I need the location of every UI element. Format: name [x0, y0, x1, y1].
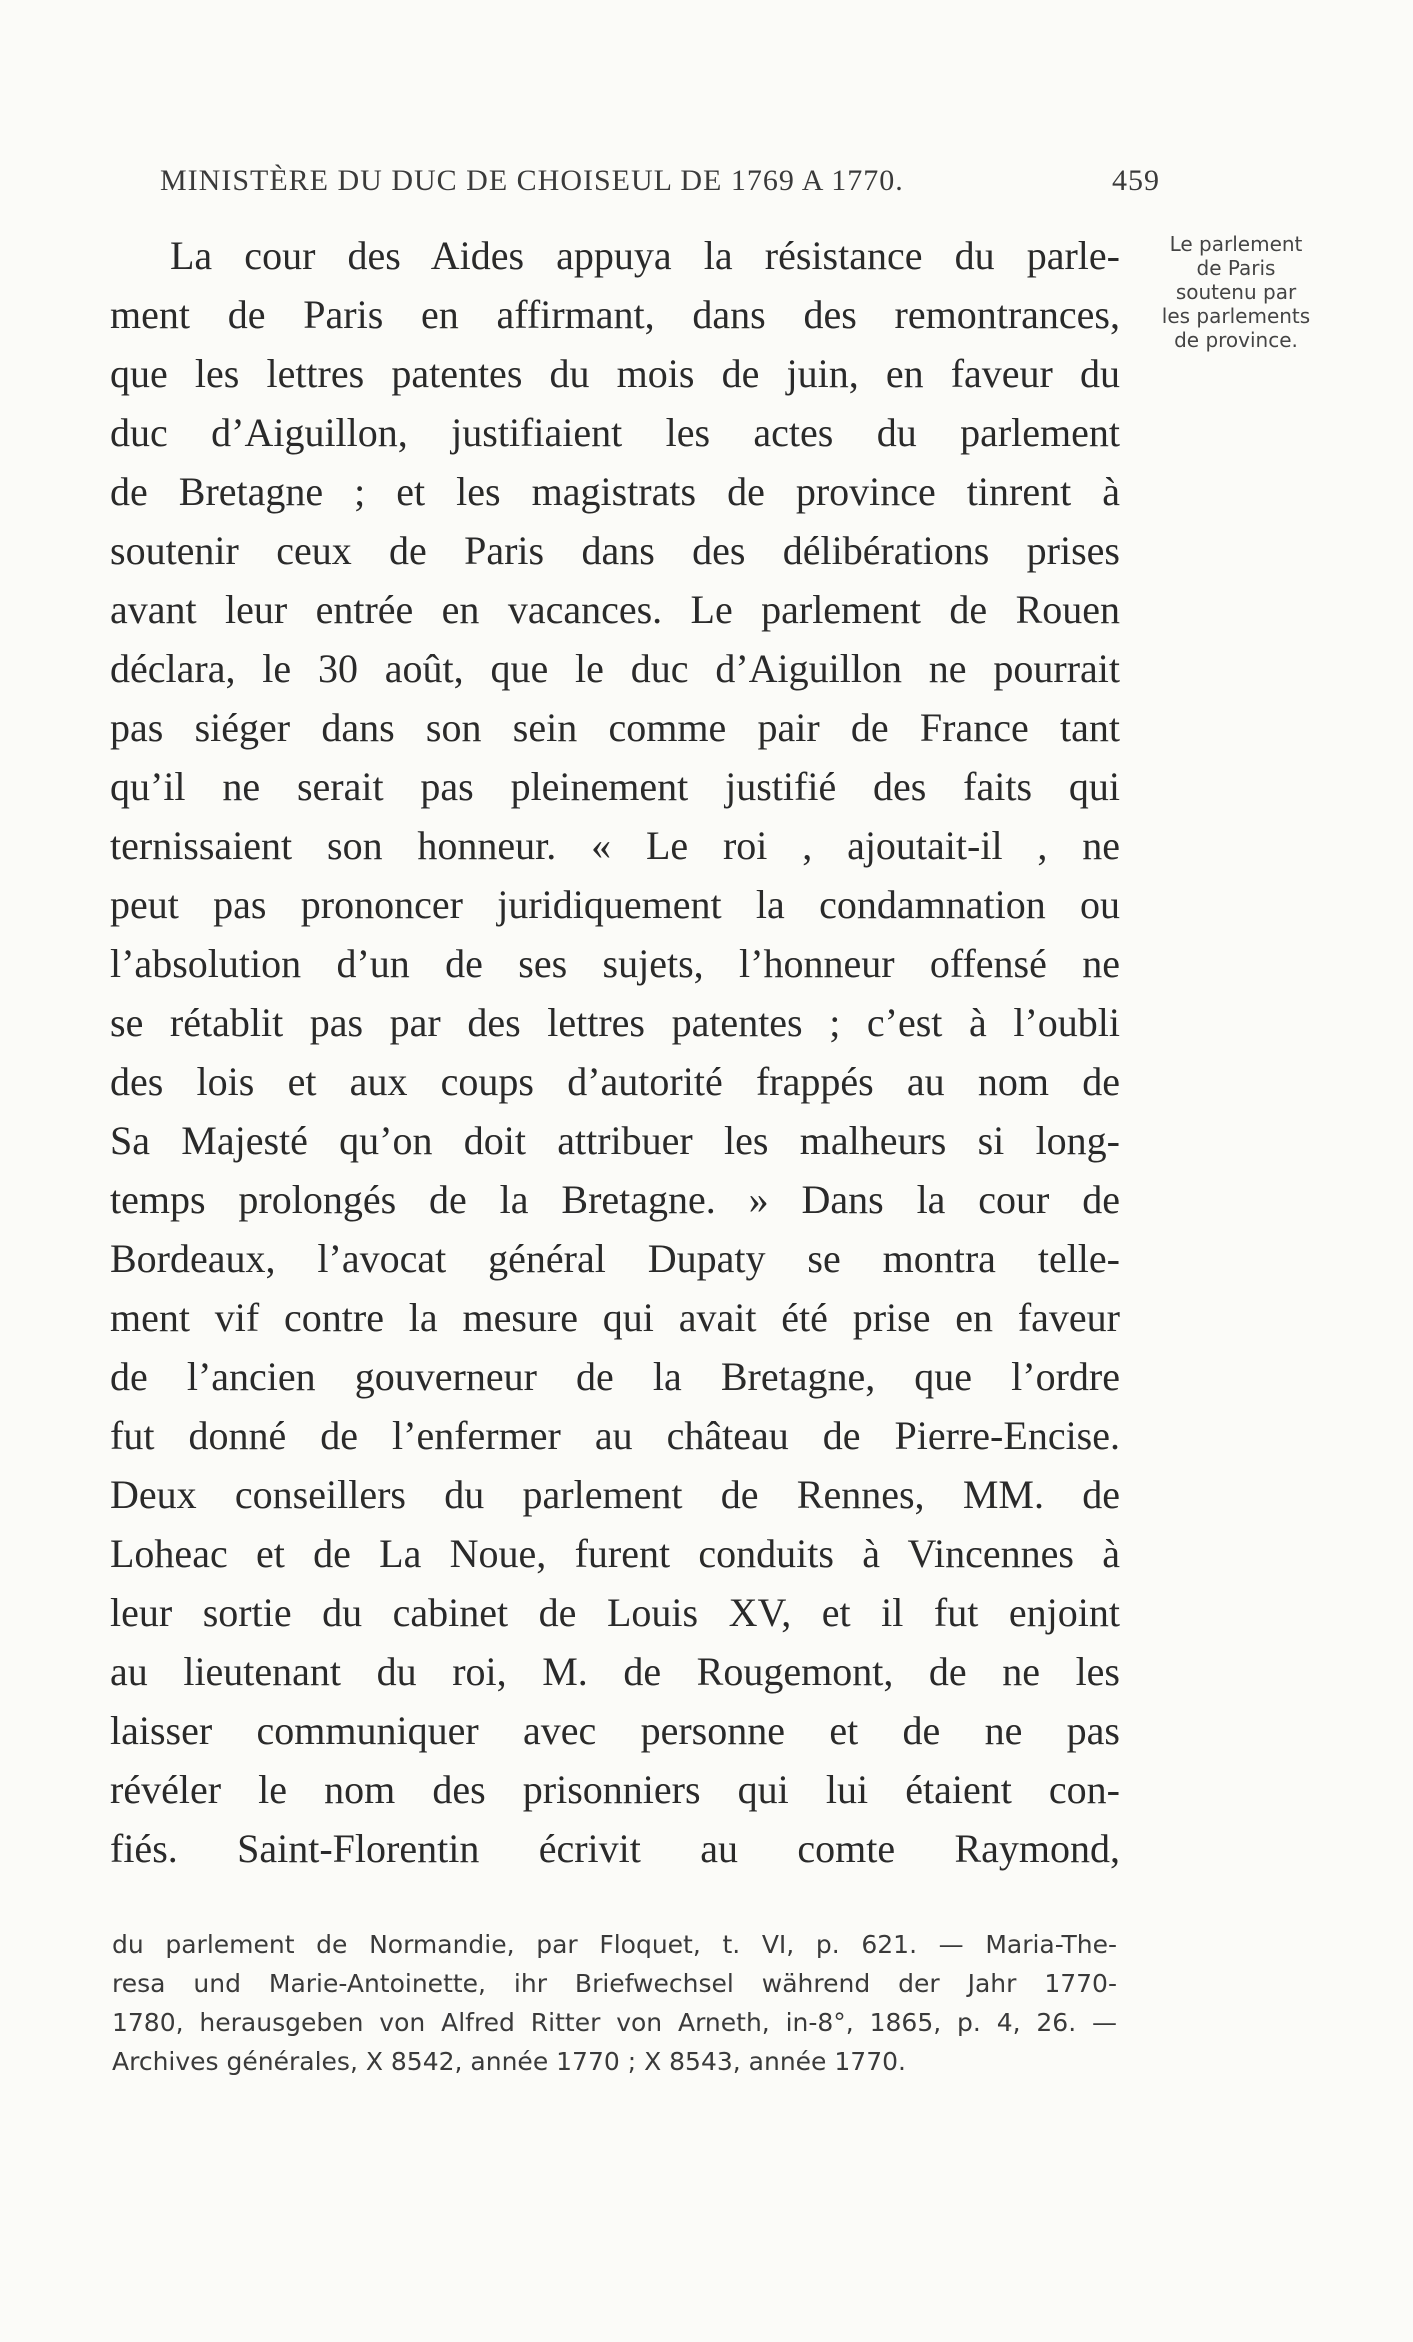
text-line: pas siéger dans son sein comme pair de France tant: [110, 705, 1120, 750]
footnote-line: 1780, herausgeben von Alfred Ritter von Arneth, in-8°, 1865, p. 4, 26. —: [112, 2008, 1117, 2037]
text-line: La cour des Aides appuya la résistance du parle-: [170, 233, 1120, 278]
footnote-line: Archives générales, X 8542, année 1770 ; X 8543, année 1770.: [112, 2047, 906, 2076]
text-line: au lieutenant du roi, M. de Rougemont, de ne les: [110, 1649, 1120, 1694]
text-line: ternissaient son honneur. « Le roi , ajoutait-il , ne: [110, 823, 1120, 868]
margin-note-line: soutenu par: [1175, 280, 1297, 304]
text-line: que les lettres patentes du mois de juin, en faveur du: [110, 351, 1120, 396]
text-line: leur sortie du cabinet de Louis XV, et il fut enjoint: [110, 1590, 1120, 1635]
main-text: [110, 226, 1120, 1878]
text-line: fut donné de l’enfermer au château de Pierre-Encise.: [110, 1413, 1120, 1458]
margin-note-line: les parlements: [1161, 304, 1311, 328]
footnote-line: resa und Marie-Antoinette, ihr Briefwechsel während der Jahr 1770-: [112, 1969, 1117, 1998]
text-line: de Bretagne ; et les magistrats de province tinrent à: [110, 469, 1120, 514]
text-line: ment vif contre la mesure qui avait été prise en faveur: [110, 1295, 1120, 1340]
text-line: soutenir ceux de Paris dans des délibérations prises: [110, 528, 1120, 573]
text-line: Deux conseillers du parlement de Rennes, MM. de: [110, 1472, 1120, 1517]
text-line: se rétablit pas par des lettres patentes ; c’est à l’oubli: [110, 1000, 1120, 1045]
text-line: Sa Majesté qu’on doit attribuer les malheurs si long-: [110, 1118, 1120, 1163]
running-head-title: MINISTÈRE DU DUC DE CHOISEUL DE 1769 A 1770.: [160, 164, 904, 197]
text-line: des lois et aux coups d’autorité frappés au nom de: [110, 1059, 1120, 1104]
text-line: avant leur entrée en vacances. Le parlement de Rouen: [110, 587, 1120, 632]
text-line: Bordeaux, l’avocat général Dupaty se montra telle-: [110, 1236, 1120, 1281]
margin-note-line: Le parlement: [1169, 232, 1303, 256]
text-line: déclara, le 30 août, que le duc d’Aiguillon ne pourrait: [110, 646, 1120, 691]
text-line: qu’il ne serait pas pleinement justifié des faits qui: [110, 764, 1120, 809]
margin-note-line: de province.: [1174, 328, 1298, 352]
text-line: ment de Paris en affirmant, dans des remontrances,: [110, 292, 1120, 337]
text-line: de l’ancien gouverneur de la Bretagne, que l’ordre: [110, 1354, 1120, 1399]
footnote-line: du parlement de Normandie, par Floquet, t. VI, p. 621. — Maria-The-: [112, 1930, 1117, 1959]
text-line: duc d’Aiguillon, justifiaient les actes du parlement: [110, 410, 1120, 455]
text-line: révéler le nom des prisonniers qui lui étaient con-: [110, 1767, 1120, 1812]
text-line: peut pas prononcer juridiquement la condamnation ou: [110, 882, 1120, 927]
text-line: l’absolution d’un de ses sujets, l’honneur offensé ne: [110, 941, 1120, 986]
text-line: Loheac et de La Noue, furent conduits à Vincennes à: [110, 1531, 1120, 1576]
running-head: [160, 164, 1160, 204]
text-line: fiés. Saint-Florentin écrivit au comte Raymond,: [110, 1826, 1120, 1871]
margin-note-line: de Paris: [1196, 256, 1276, 280]
margin-note: [1136, 232, 1336, 352]
text-line: laisser communiquer avec personne et de ne pas: [110, 1708, 1120, 1753]
page-number: 459: [1112, 164, 1160, 197]
text-line: temps prolongés de la Bretagne. » Dans la cour de: [110, 1177, 1120, 1222]
footnote: [112, 1925, 1117, 2081]
